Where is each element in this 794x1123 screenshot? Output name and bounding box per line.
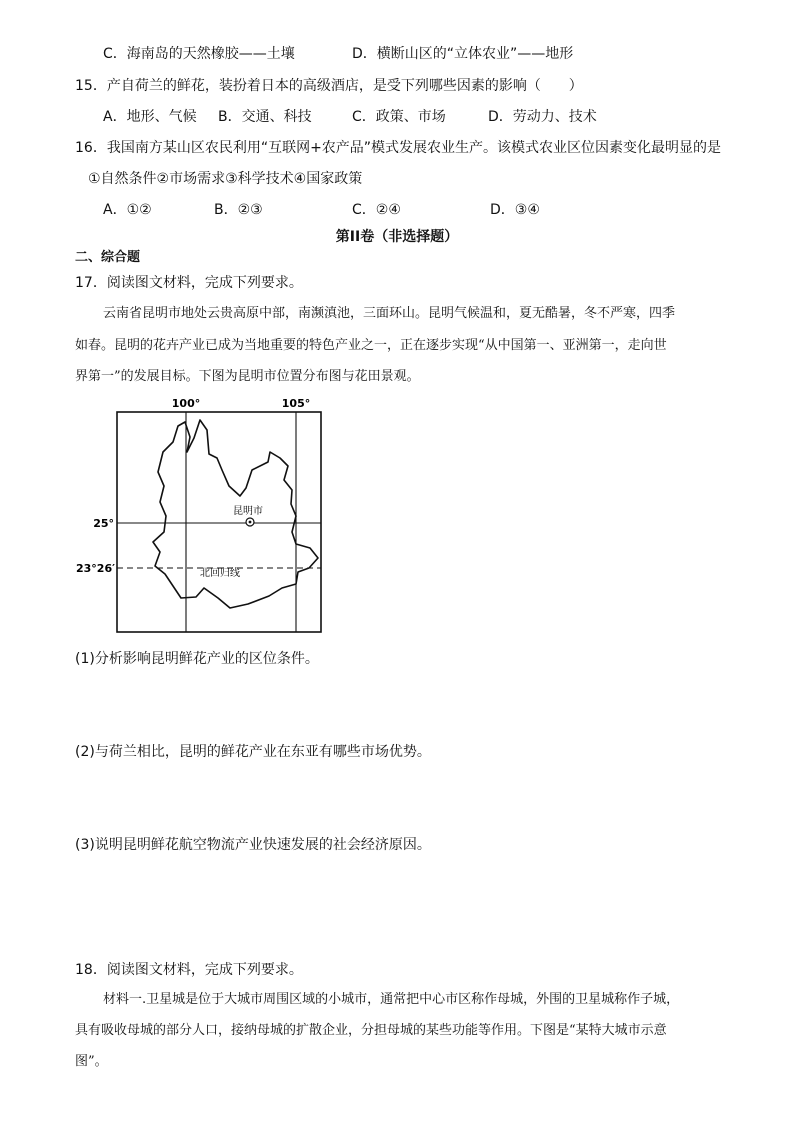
kunming-marker-dot [249,521,252,524]
part-2-heading: 二、综合题 [75,250,141,265]
q17-sub-1: (1)分析影响昆明鲜花产业的区位条件。 [75,651,319,667]
q17-stem: 17．阅读图文材料，完成下列要求。 [75,275,303,291]
q16-stem: 16．我国南方某山区农民利用“互联网+农产品”模式发展农业生产。该模式农业区位因素变化最明显的是 [75,140,722,156]
label-lon-105: 105° [281,397,311,410]
q18-material-line-1: 材料一.卫星城是位于大城市周围区域的小城市，通常把中心市区称作母城，外围的卫星城称作子城， [103,992,680,1007]
label-lat-25: 25° [93,517,114,530]
label-tropic-of-cancer: 北回归线 [200,568,240,579]
q16-option-d: D．③④ [490,202,540,218]
q15-option-c: C．政策、市场 [352,109,446,125]
q15-stem: 15．产自荷兰的鲜花，装扮着日本的高级酒店，是受下列哪些因素的影响（ ） [75,78,583,94]
q15-option-d: D．劳动力、技术 [488,109,597,125]
q17-material-line-2: 如春。昆明的花卉产业已成为当地重要的特色产业之一，正在逐步实现“从中国第一、亚洲第一，走向世 [75,338,667,353]
q17-sub-2: (2)与荷兰相比，昆明的鲜花产业在东亚有哪些市场优势。 [75,744,431,760]
q16-option-c: C．②④ [352,202,401,218]
q16-option-a: A．①② [103,202,152,218]
q18-material-line-2: 具有吸收母城的部分人口，接纳母城的扩散企业，分担母城的某些功能等作用。下图是“某特大城市示意 [75,1023,667,1038]
q18-stem: 18．阅读图文材料，完成下列要求。 [75,962,303,978]
q18-material-line-3: 图”。 [75,1054,108,1069]
q14-option-d: D．横断山区的“立体农业”——地形 [352,46,574,62]
label-kunming: 昆明市 [233,506,263,517]
q16-option-b: B．②③ [214,202,263,218]
q15-option-a: A．地形、气候 [103,109,197,125]
q16-factors: ①自然条件②市场需求③科学技术④国家政策 [88,171,363,187]
q17-material-line-3: 界第一”的发展目标。下图为昆明市位置分布图与花田景观。 [75,369,420,384]
label-lat-2326: 23°26′ [75,562,115,575]
q15-option-b: B．交通、科技 [218,109,312,125]
q14-option-c: C．海南岛的天然橡胶——土壤 [103,46,295,62]
section-2-title: 第II卷（非选择题） [335,229,459,245]
kunming-location-map [70,392,340,642]
label-lon-100: 100° [171,397,201,410]
q17-material-line-1: 云南省昆明市地处云贵高原中部，南濒滇池，三面环山。昆明气候温和，夏无酷暑，冬不严寒，四季 [103,306,676,321]
q17-sub-3: (3)说明昆明鲜花航空物流产业快速发展的社会经济原因。 [75,837,431,853]
